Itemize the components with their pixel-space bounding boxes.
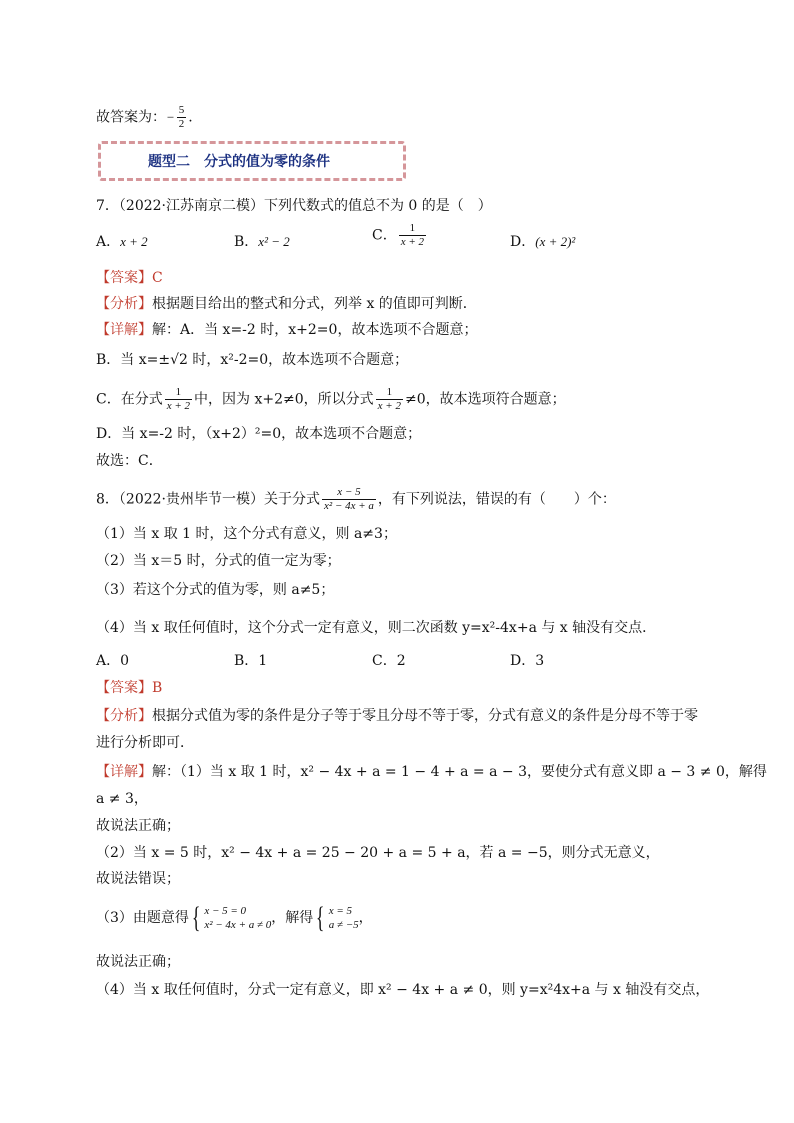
q8-option-c: C．2 xyxy=(372,653,406,669)
q8-analysis-2: 进行分析即可． xyxy=(96,735,194,751)
q8-detail-3b: 故说法正确； xyxy=(96,954,180,970)
q7-detail-a: 【详解】解：A．当 x=-2 时，x+2=0，故本选项不合题意； xyxy=(96,322,478,338)
q7-detail-b: B．当 x=±√2 时，x²-2=0，故本选项不合题意； xyxy=(96,352,409,368)
q8-detail-1c: 故说法正确； xyxy=(96,818,180,834)
q7-option-d: D．(x + 2)² xyxy=(510,234,576,250)
section-title: 题型二 分式的值为零的条件 xyxy=(148,154,330,170)
q8-detail-2a: （2）当 x = 5 时，x² − 4x + a = 25 − 20 + a = 5 + a，若 a = −5，则分式无意义， xyxy=(96,845,660,861)
q8-detail-2b: 故说法错误； xyxy=(96,871,180,887)
q7-conclusion: 故选：C． xyxy=(96,453,163,469)
q8-detail-4: （4）当 x 取任何值时，分式一定有意义，即 x² − 4x + a ≠ 0，则 y=x²4x+a 与 x 轴没有交点， xyxy=(96,982,710,998)
q7-option-a: A．x + 2 xyxy=(96,234,148,250)
q8-stem: 8．（2022·贵州毕节一模）关于分式 $\frac{x - 5}{\text{x² − 4x + a}}$ ，有下列说法，错误的有（ ）个： xyxy=(96,486,616,512)
q8-detail-1b: a ≠ 3， xyxy=(96,791,148,807)
q8-option-b: B．1 xyxy=(234,653,268,669)
answer-fraction: $\frac{5}{2}$ xyxy=(178,104,185,130)
q8-option-d: D．3 xyxy=(510,653,545,669)
top-answer-line: 故答案为：− $\frac{5}{2}$ . xyxy=(96,104,193,130)
q8-answer: 【答案】B xyxy=(96,680,163,696)
equation-system-2: { x = 5 a ≠ −5 xyxy=(316,901,359,934)
q8-statement-2: （2）当 x＝5 时，分式的值一定为零； xyxy=(96,553,341,569)
q8-option-a: A．0 xyxy=(96,653,130,669)
q8-detail-1a: 【详解】解：（1）当 x 取 1 时，x² − 4x + a = 1 − 4 + a = a − 3，要使分式有意义即 a − 3 ≠ 0，解得 xyxy=(96,764,767,780)
q8-statement-1: （1）当 x 取 1 时，这个分式有意义，则 a≠3； xyxy=(96,526,397,542)
q7-analysis: 【分析】根据题目给出的整式和分式，列举 x 的值即可判断． xyxy=(96,296,477,312)
q8-analysis-1: 【分析】根据分式值为零的条件是分子等于零且分母不等于零，分式有意义的条件是分母不等于零 xyxy=(96,708,698,724)
q7-option-c: C． $\frac{1}{x + 2}$ xyxy=(372,222,425,248)
q7-detail-d: D．当 x=-2 时，（x+2）²=0，故本选项不合题意； xyxy=(96,426,422,442)
q8-statement-4: （4）当 x 取任何值时，这个分式一定有意义，则二次函数 y=x²-4x+a 与 x 轴没有交点． xyxy=(96,620,657,636)
q8-statement-3: （3）若这个分式的值为零，则 a≠5； xyxy=(96,582,335,598)
q7-option-b: B．x² − 2 xyxy=(234,234,290,250)
q7-detail-c: C．在分式 $\frac{1}{x + 2}$ 中，因为 x+2≠0，所以分式 $\frac{1}{x + 2}$ ≠0，故本选项符合题意； xyxy=(96,386,566,412)
equation-system-1: { x − 5 = 0 x² − 4x + a ≠ 0 xyxy=(191,901,272,934)
q7-stem: 7．（2022·江苏南京二模）下列代数式的值总不为 0 的是（ ） xyxy=(96,198,492,214)
q8-detail-3: （3）由题意得 { x − 5 = 0 x² − 4x + a ≠ 0 ，解得 { x = 5 a ≠ −5 ， xyxy=(96,901,373,934)
q7-answer: 【答案】C xyxy=(96,270,163,286)
